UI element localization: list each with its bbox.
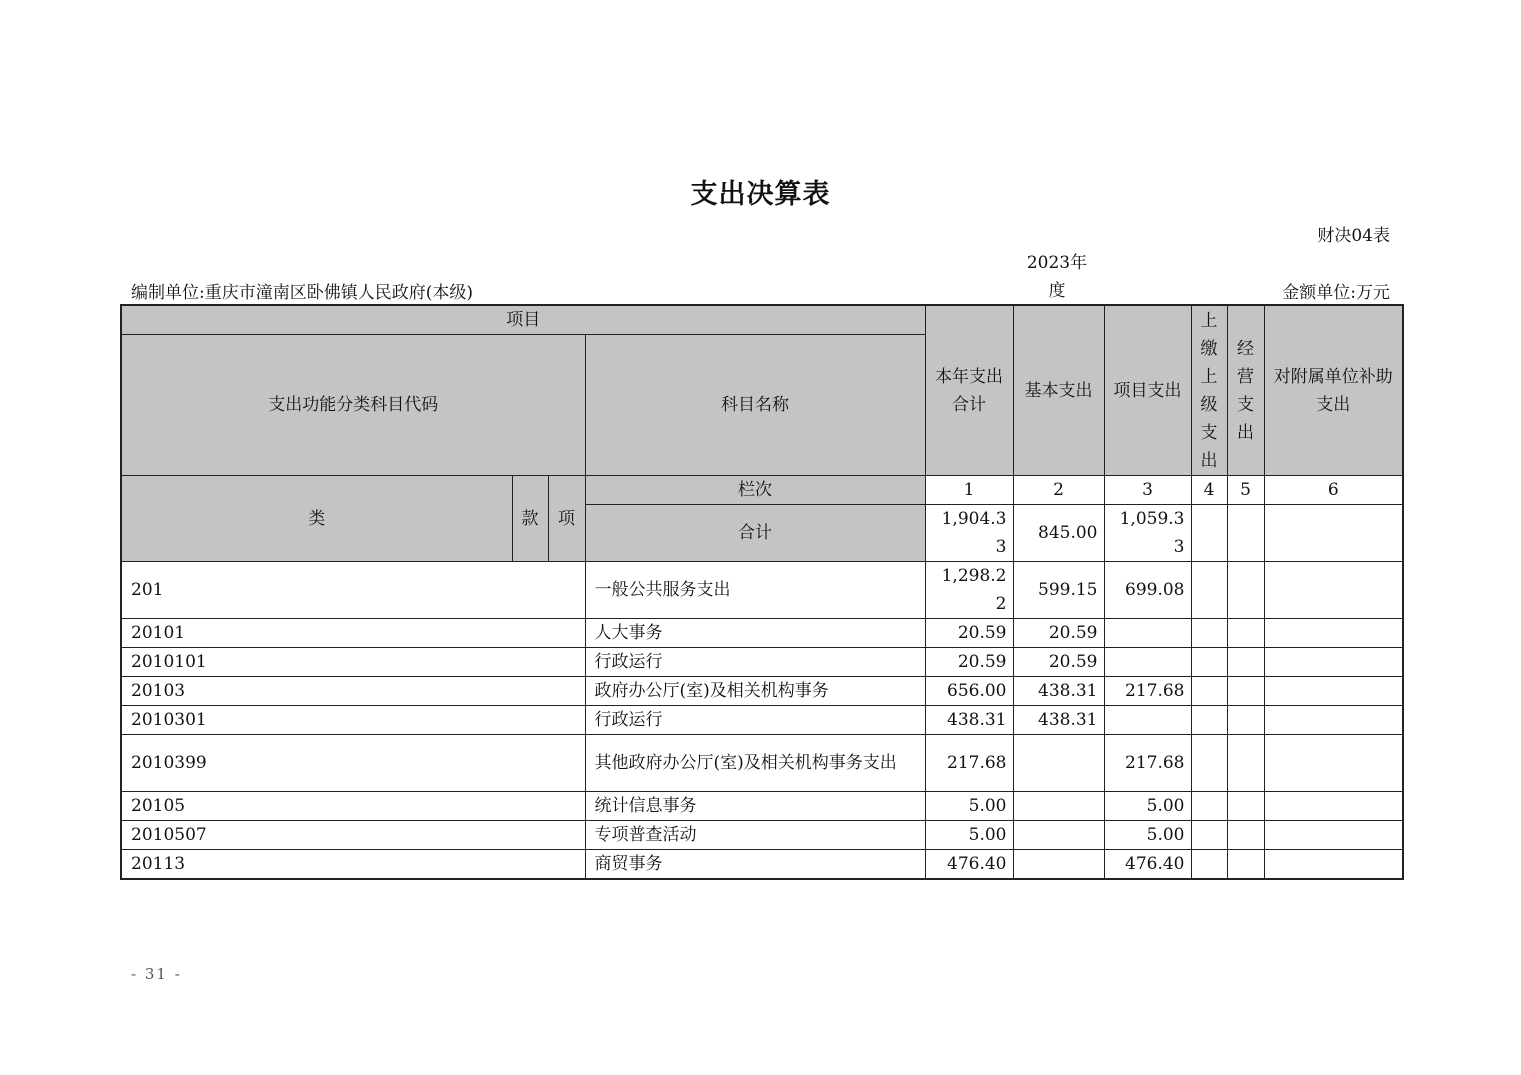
total-c1: 1,904.33	[925, 505, 1013, 562]
row-code: 20105	[121, 792, 585, 821]
col-index-4: 4	[1191, 476, 1227, 505]
header-col5: 经营支出	[1227, 305, 1264, 476]
row-name: 其他政府办公厅(室)及相关机构事务支出	[585, 735, 925, 792]
row-c2: 20.59	[1013, 648, 1104, 677]
row-c2	[1013, 850, 1104, 880]
row-c3	[1104, 619, 1191, 648]
amount-unit: 金额单位:万元	[1282, 283, 1390, 303]
org-unit: 编制单位:重庆市潼南区卧佛镇人民政府(本级)	[131, 283, 473, 303]
row-c3	[1104, 648, 1191, 677]
row-c3: 5.00	[1104, 792, 1191, 821]
header-lei: 类	[121, 476, 512, 562]
col-index-5: 5	[1227, 476, 1264, 505]
row-c3: 699.08	[1104, 562, 1191, 619]
row-c1: 476.40	[925, 850, 1013, 880]
row-c1: 1,298.22	[925, 562, 1013, 619]
row-c1: 5.00	[925, 821, 1013, 850]
row-c2	[1013, 735, 1104, 792]
row-c1: 656.00	[925, 677, 1013, 706]
table-row	[121, 677, 1403, 706]
row-code: 2010399	[121, 735, 585, 792]
row-c1: 5.00	[925, 792, 1013, 821]
row-c2	[1013, 821, 1104, 850]
col-index-1: 1	[925, 476, 1013, 505]
row-code: 20101	[121, 619, 585, 648]
table-row	[121, 648, 1403, 677]
row-code: 20113	[121, 850, 585, 880]
fiscal-year: 2023年度	[1026, 253, 1088, 301]
header-col4: 上缴上级支出	[1191, 305, 1227, 476]
total-c3: 1,059.33	[1104, 505, 1191, 562]
header-kuan: 款	[512, 476, 548, 562]
table-row	[121, 792, 1403, 821]
row-c2: 599.15	[1013, 562, 1104, 619]
row-c2: 20.59	[1013, 619, 1104, 648]
header-col6: 对附属单位补助支出	[1264, 305, 1403, 476]
row-c3: 476.40	[1104, 850, 1191, 880]
header-col2: 基本支出	[1013, 305, 1104, 476]
expenditure-table	[120, 304, 1404, 880]
row-name: 政府办公厅(室)及相关机构事务	[585, 677, 925, 706]
row-c1: 20.59	[925, 648, 1013, 677]
row-c3: 217.68	[1104, 677, 1191, 706]
row-name: 统计信息事务	[585, 792, 925, 821]
header-name: 科目名称	[585, 335, 925, 476]
row-c2	[1013, 792, 1104, 821]
row-c1: 438.31	[925, 706, 1013, 735]
header-code: 支出功能分类科目代码	[121, 335, 585, 476]
row-code: 201	[121, 562, 585, 619]
table-row	[121, 619, 1403, 648]
row-name: 一般公共服务支出	[585, 562, 925, 619]
header-lanci: 栏次	[585, 476, 925, 505]
col-index-3: 3	[1104, 476, 1191, 505]
page-title: 支出决算表	[690, 179, 831, 210]
row-c1: 217.68	[925, 735, 1013, 792]
col-index-2: 2	[1013, 476, 1104, 505]
page-number: - 31 -	[131, 965, 182, 983]
table-row	[121, 850, 1403, 880]
row-name: 专项普查活动	[585, 821, 925, 850]
row-code: 2010101	[121, 648, 585, 677]
row-c3: 5.00	[1104, 821, 1191, 850]
row-code: 20103	[121, 677, 585, 706]
row-name: 行政运行	[585, 648, 925, 677]
header-project: 项目	[121, 305, 925, 335]
header-col1: 本年支出合计	[925, 305, 1013, 476]
table-row	[121, 562, 1403, 619]
table-row	[121, 821, 1403, 850]
header-col3: 项目支出	[1104, 305, 1191, 476]
row-code: 2010507	[121, 821, 585, 850]
col-index-6: 6	[1264, 476, 1403, 505]
row-c1: 20.59	[925, 619, 1013, 648]
row-c2: 438.31	[1013, 706, 1104, 735]
header-xiang: 项	[548, 476, 585, 562]
row-code: 2010301	[121, 706, 585, 735]
row-c3: 217.68	[1104, 735, 1191, 792]
total-label: 合计	[585, 505, 925, 562]
total-c2: 845.00	[1013, 505, 1104, 562]
row-c3	[1104, 706, 1191, 735]
table-row	[121, 735, 1403, 792]
row-c2: 438.31	[1013, 677, 1104, 706]
table-row	[121, 706, 1403, 735]
form-number: 财决04表	[1317, 226, 1390, 246]
row-name: 人大事务	[585, 619, 925, 648]
row-name: 商贸事务	[585, 850, 925, 880]
row-name: 行政运行	[585, 706, 925, 735]
